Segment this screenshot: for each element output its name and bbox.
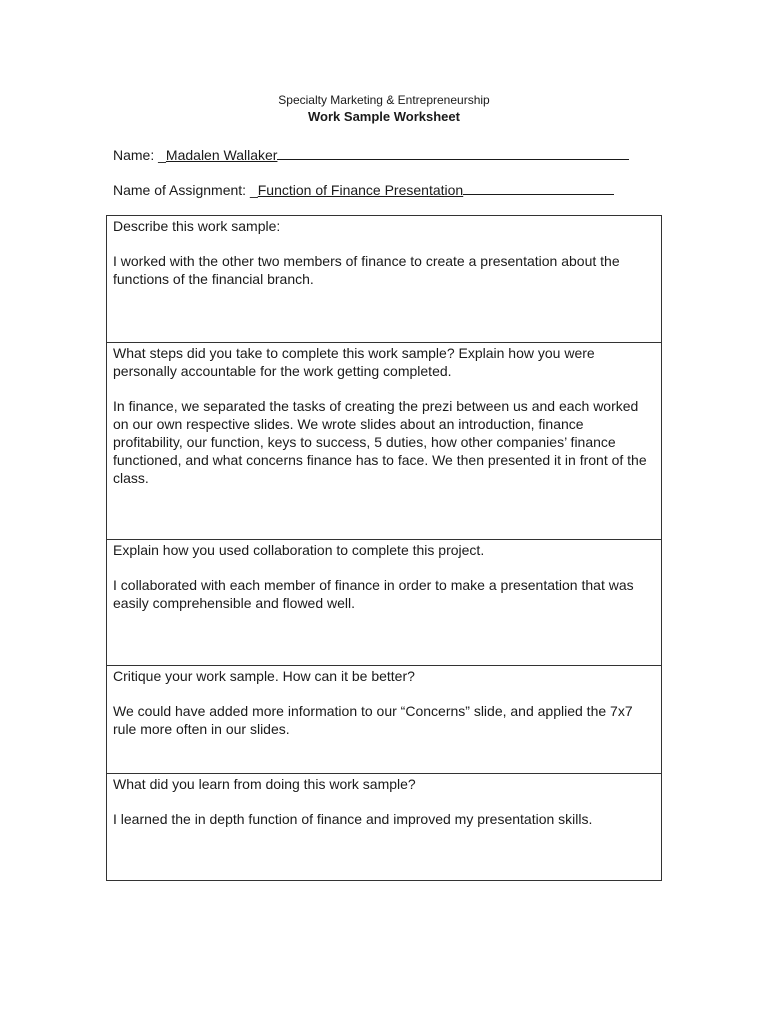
section-answer: In finance, we separated the tasks of creating the prezi between us and each worked on our own respective slides. We wrote slides about an introduction, finance profitability, our function, keys to success, 5 duties, how other companies’ finance functioned, and what concerns finance has to face. We then presented it in front of the class. xyxy=(113,398,647,486)
section-describe xyxy=(107,216,661,342)
worksheet-title: Work Sample Worksheet xyxy=(308,109,460,124)
section-steps xyxy=(107,342,661,539)
section-answer: I collaborated with each member of finance in order to make a presentation that was easily comprehensible and flowed well. xyxy=(113,577,634,611)
name-value: Madalen Wallaker xyxy=(165,147,278,163)
section-question: What did you learn from doing this work sample? xyxy=(113,776,416,792)
assignment-value: Function of Finance Presentation xyxy=(257,182,464,198)
section-learned xyxy=(107,773,661,880)
section-answer: I worked with the other two members of finance to create a presentation about the functions of the financial branch. xyxy=(113,253,620,287)
section-question: Explain how you used collaboration to complete this project. xyxy=(113,542,485,558)
assignment-label: Name of Assignment: xyxy=(113,182,247,198)
assignment-underline xyxy=(463,180,614,195)
course-name: Specialty Marketing & Entrepreneurship xyxy=(278,93,490,107)
section-answer: I learned the in depth function of finance and improved my presentation skills. xyxy=(113,811,593,827)
worksheet-table xyxy=(106,215,662,881)
name-underline xyxy=(277,145,629,160)
section-question: What steps did you take to complete this work sample? Explain how you were personally accountable for the work getting completed. xyxy=(113,345,595,379)
section-answer: We could have added more information to our “Concerns” slide, and applied the 7x7 rule more often in our slides. xyxy=(113,703,633,737)
section-critique xyxy=(107,665,661,773)
section-question: Critique your work sample. How can it be better? xyxy=(113,668,415,684)
assignment-field: Name of Assignment: _Function of Finance Presentation xyxy=(113,180,614,198)
name-label: Name: xyxy=(113,147,155,163)
section-question: Describe this work sample: xyxy=(113,218,281,234)
section-collaboration xyxy=(107,539,661,665)
name-field: Name: _Madalen Wallaker xyxy=(113,145,629,163)
